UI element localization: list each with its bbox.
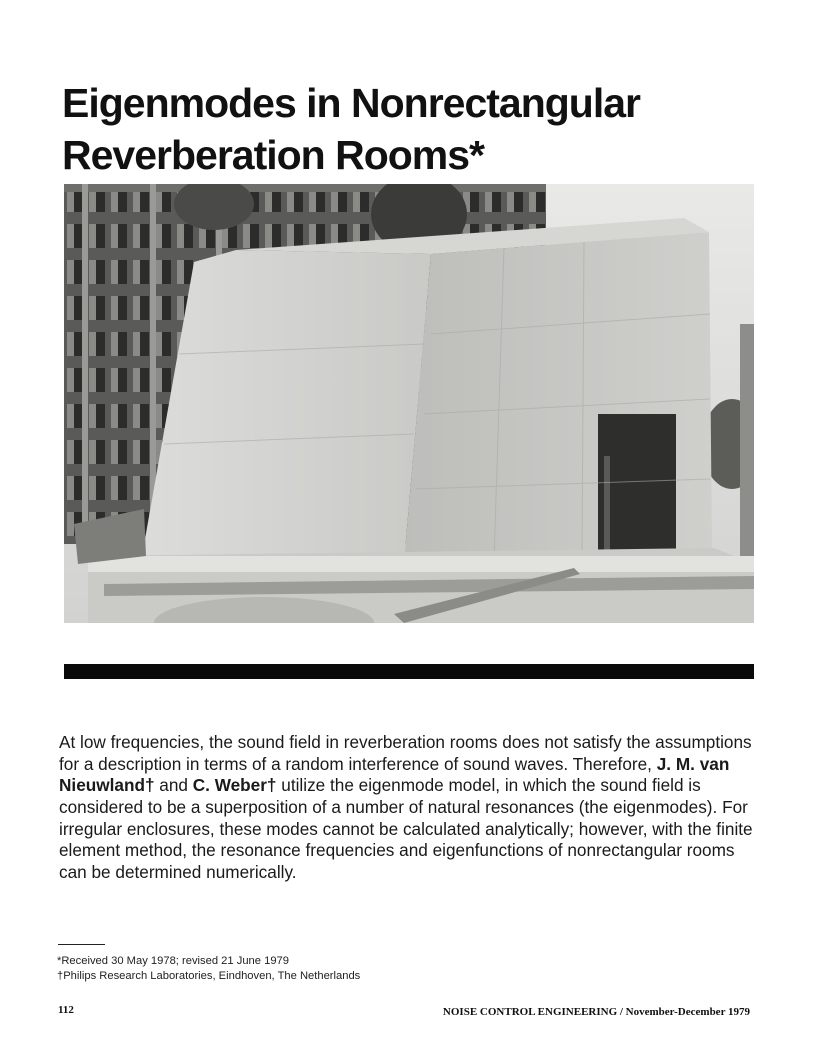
- footnotes: [57, 954, 657, 983]
- footnote-received: *Received 30 May 1978; revised 21 June 1979: [57, 955, 289, 967]
- reverberation-room-photo: [64, 184, 754, 623]
- title-line-2: Reverberation Rooms*: [62, 132, 485, 179]
- author-1: J. M. van Nieuwland†: [59, 753, 730, 796]
- decorative-rule: [64, 664, 754, 679]
- abstract-text-2: utilize the eigenmode model, in which the sound field is considered to be a superposition of a number of natural resonances (the eigenmodes). For irregular enclosures, these modes cannot be calculated analytically; however, with the finite element method, the resonance frequencies and eigenfunctions of nonrectangular rooms can be determined numerically.: [59, 775, 753, 882]
- journal-footer: NOISE CONTROL ENGINEERING / November-December 1979: [442, 1006, 750, 1018]
- author-2: C. Weber†: [192, 775, 277, 796]
- abstract-and: and: [154, 775, 193, 796]
- abstract-paragraph: [59, 732, 759, 883]
- abstract-text-1: At low frequencies, the sound field in reverberation rooms does not satisfy the assumptions for a description in terms of a random interference of sound waves. Therefore,: [59, 732, 752, 774]
- article-title: [62, 77, 762, 181]
- page-number: 112: [58, 1004, 74, 1016]
- footnote-separator: [58, 944, 105, 945]
- title-line-1: Eigenmodes in Nonrectangular: [62, 80, 640, 127]
- footnote-affiliation: †Philips Research Laboratories, Eindhoven, The Netherlands: [57, 969, 361, 982]
